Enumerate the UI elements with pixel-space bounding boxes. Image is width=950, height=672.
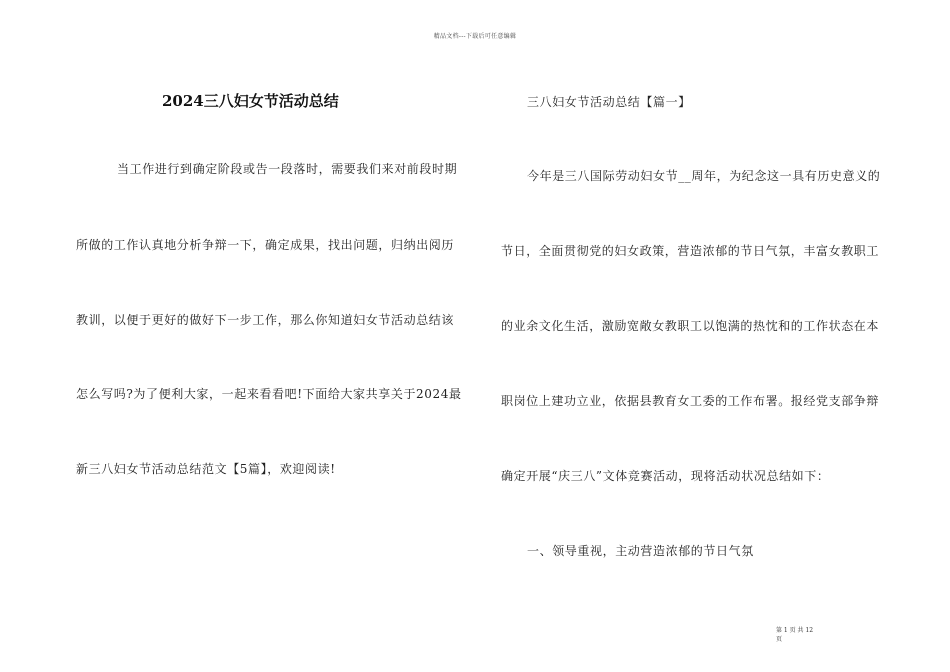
page-number-line1: 第 1 页 共 12 bbox=[776, 627, 814, 634]
page-number bbox=[776, 626, 813, 644]
left-paragraph-line: 怎么写吗?为了便利大家，一起来看看吧!下面给大家共享关于2024最 bbox=[76, 387, 462, 401]
left-paragraph-line: 当工作进行到确定阶段或告一段落时，需要我们来对前段时期 bbox=[117, 162, 458, 176]
page-number-line2: 页 bbox=[776, 636, 783, 643]
right-paragraph-line: 节日，全面贯彻党的妇女政策，营造浓郁的节日气氛，丰富女教职工 bbox=[501, 244, 880, 258]
left-paragraph-line: 新三八妇女节活动总结范文【5篇】，欢迎阅读! bbox=[76, 462, 336, 476]
right-paragraph-line: 今年是三八国际劳动妇女节__周年，为纪念这一具有历史意义的 bbox=[527, 169, 881, 183]
right-paragraph-line: 职岗位上建功立业，依据县教育女工委的工作布署。报经党支部争辩 bbox=[501, 394, 880, 408]
right-paragraph-line: 的业余文化生活，激励宽敞女教职工以饱满的热忱和的工作状态在本 bbox=[501, 319, 880, 333]
section-heading: 三八妇女节活动总结【篇一】 bbox=[527, 95, 691, 109]
page-header: 精品文档---下载后可任意编辑 bbox=[433, 33, 517, 40]
subsection-heading: 一、领导重视，主动营造浓郁的节日气氛 bbox=[527, 544, 754, 558]
right-paragraph-line: 确定开展“庆三八”文体竞赛活动，现将活动状况总结如下： bbox=[501, 469, 830, 483]
left-paragraph-line: 所做的工作认真地分析争辩一下，确定成果，找出问题，归纳出阅历 bbox=[76, 238, 455, 252]
left-paragraph-line: 教训，以便于更好的做好下一步工作，那么你知道妇女节活动总结该 bbox=[76, 313, 455, 327]
document-title: 2024三八妇女节活动总结 bbox=[162, 92, 339, 110]
